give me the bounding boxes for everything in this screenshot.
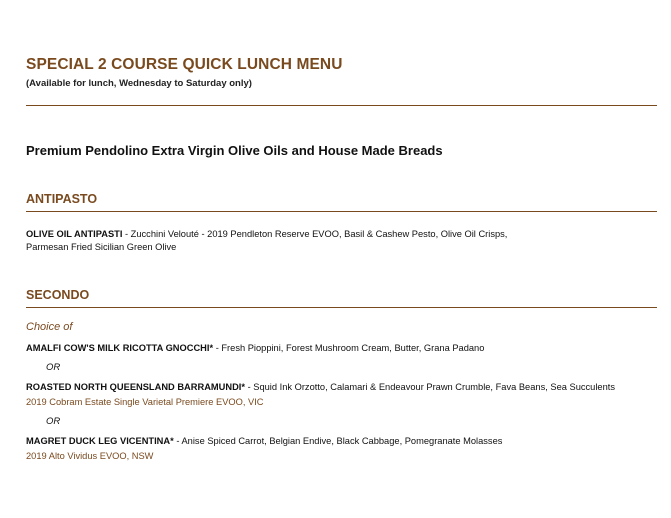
secondo-item-name: MAGRET DUCK LEG VICENTINA* bbox=[26, 436, 174, 446]
antipasto-heading: ANTIPASTO bbox=[26, 192, 98, 206]
secondo-item-name: AMALFI COW'S MILK RICOTTA GNOCCHI* bbox=[26, 343, 214, 353]
secondo-item-oil: 2019 Cobram Estate Single Varietal Premiere EVOO, VIC bbox=[26, 397, 264, 407]
secondo-item-gnocchi bbox=[26, 343, 484, 353]
secondo-item-duck bbox=[26, 436, 502, 446]
secondo-heading: SECONDO bbox=[26, 288, 90, 302]
intro-line: Premium Pendolino Extra Virgin Olive Oils and House Made Breads bbox=[26, 143, 443, 158]
antipasto-item-description: - Zucchini Velouté - 2019 Pendleton Reserve EVOO, Basil & Cashew Pesto, Olive Oil Crisps, bbox=[122, 229, 508, 239]
secondo-item-description: - Fresh Pioppini, Forest Mushroom Cream, Butter, Grana Padano bbox=[213, 343, 485, 353]
or-divider-1: OR bbox=[46, 362, 61, 373]
menu-subtitle: (Available for lunch, Wednesday to Saturday only) bbox=[26, 78, 252, 89]
menu-title: SPECIAL 2 COURSE QUICK LUNCH MENU bbox=[26, 56, 343, 73]
secondo-item-oil: 2019 Alto Vividus EVOO, NSW bbox=[26, 451, 154, 461]
or-divider-2: OR bbox=[46, 416, 61, 427]
antipasto-item-continued: Parmesan Fried Sicilian Green Olive bbox=[26, 242, 177, 252]
secondo-item-description: - Anise Spiced Carrot, Belgian Endive, Black Cabbage, Pomegranate Molasses bbox=[173, 436, 503, 446]
secondo-item-description: - Squid Ink Orzotto, Calamari & Endeavour Prawn Crumble, Fava Beans, Sea Succulents bbox=[245, 382, 615, 392]
secondo-divider bbox=[26, 307, 657, 308]
secondo-item-barramundi bbox=[26, 382, 615, 392]
antipasto-item-name: OLIVE OIL ANTIPASTI bbox=[26, 229, 123, 239]
secondo-item-name: ROASTED NORTH QUEENSLAND BARRAMUNDI* bbox=[26, 382, 245, 392]
antipasto-divider bbox=[26, 211, 657, 212]
choice-label: Choice of bbox=[26, 321, 73, 333]
antipasto-item bbox=[26, 229, 507, 239]
header-divider bbox=[26, 105, 657, 106]
